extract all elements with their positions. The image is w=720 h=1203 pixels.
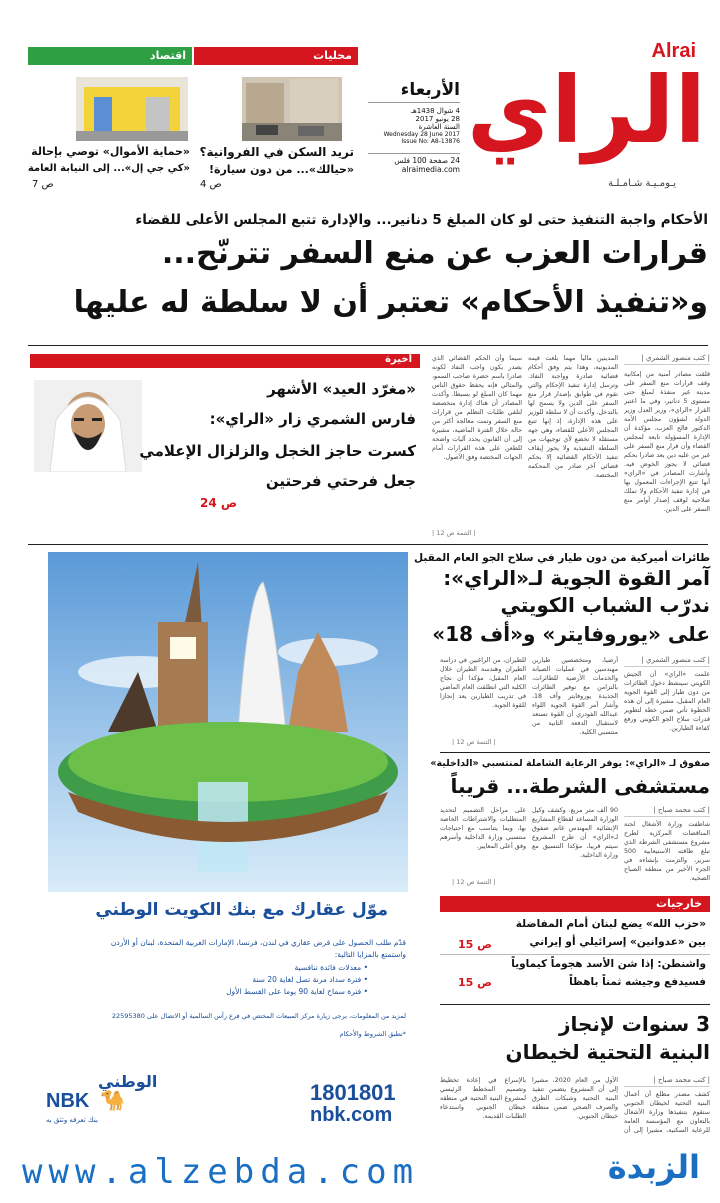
issue-number: Issue No: A8-13876: [401, 138, 460, 145]
ad-line-1: قدّم طلب الحصول على قرض عقاري في لندن، فرنسا، الإمارات العربية المتحدة، لبنان أو الأردن: [110, 938, 406, 947]
infra-headline-2[interactable]: البنية التحتية لخيطان: [505, 1040, 710, 1064]
aviation-headline-2[interactable]: ندرّب الشباب الكويتي: [500, 593, 710, 617]
date-english: Wednesday 28 June 2017: [383, 131, 460, 138]
police-byline: | كتب محمد صباح |: [624, 806, 710, 817]
lead-kicker: الأحكام واجبة التنفيذ حتى لو كان المبلغ 5 دنانير... والإدارة تتبع المجلس الأعلى للقضاء: [135, 212, 708, 228]
police-kicker: صفوق لـ «الراي»: يوفر الرعاية الشاملة لمنتسبي «الداخلية»: [430, 758, 710, 769]
infra-body-col-3: بالإسراع في إعادة تخطيط وتصميم المخطط الرئيسي لمشروع البنية التحتية في منطقة خيطان الجنوبي واستدعاء الطلبات القديمة.: [440, 1077, 526, 1120]
ad-headline: موّل عقارك مع بنك الكويت الوطني: [95, 900, 388, 920]
divider: [440, 752, 710, 753]
ad-phone[interactable]: 1801801: [310, 1080, 396, 1105]
lead-byline: | كتب منصور الشمري |: [624, 354, 710, 365]
infra-headline-1[interactable]: 3 سنوات لإنجاز: [558, 1012, 710, 1036]
lead-headline-1[interactable]: قرارات العزب عن منع السفر تترنّح...: [161, 236, 708, 271]
teaser-headline-1: «حماية الأموال» توصي بإحالة: [31, 145, 190, 158]
akhira-title-3: كسرت حاجز الخجل والزلزال الإعلامي: [139, 442, 416, 460]
aviation-byline: | كتب منصور الشمري |: [624, 656, 710, 667]
teaser-economy[interactable]: [28, 47, 192, 195]
logo-tagline: يـومـيـة شـامـلـة: [608, 178, 676, 189]
lead-body-col-3: سيما وأن الحكم القضائي الذي يصدر يكون واجب النفاذ لكونه صادرا باسم حضرة صاحب السمو، والمثالي فإنه يحفظ حقوق الناس مهما كان المبلغ لو بسيطا. وأكدت المصادر أن هناك إدارة متخصصة لتلقي طلبات التظلم من قرارات منع السفر وتمت معالجة أكثر من حالة خلال الفترة الماضية، مشيرة إلى أن القانون يحدد آليات واضحة للطعن على هذه القرارات أمام الجهات المختصة وفق الأصول.: [432, 355, 522, 461]
kharijiyat-item-1-page: ص 15: [458, 938, 492, 951]
footer-bar: [0, 1146, 720, 1203]
teaser-section-label: اقتصاد: [28, 47, 192, 65]
akhira-title-1: «مغرّد العيد» الأشهر: [267, 380, 416, 398]
police-continued[interactable]: | التتمة ص 12 |: [452, 878, 496, 886]
ad-bullet-3: • فترة سماح لغاية 90 يوما على القسط الأول: [226, 987, 368, 996]
aviation-body-col-2: أرضيا، ومتخصصين طيارين مهندسين في عمليات الصيانة والخدمات الأرضية للطائرات، بالتزامن مع توفير الطائرات الجديدة يوروفايتر وأف 18، وأشار آمر القوة الجوية اللواء عبدالله الفودري أن القوة تستعد لاستقبال الدفعة الثانية من منتسبي الكلية.: [532, 657, 618, 736]
akhira-title-2: فارس الشمري زار «الراي»:: [209, 410, 416, 428]
teaser-headline-1: تريد السكن في الفروانية؟: [199, 145, 354, 159]
police-headline[interactable]: مستشفى الشرطة... قريباً: [450, 774, 710, 798]
date-gregorian: 28 يونيو 2017: [415, 115, 460, 123]
akhira-page: ص 24: [200, 496, 238, 510]
teaser-page: ص 4: [200, 179, 222, 190]
aviation-body-col-1: علمت «الراي» أن الجيش الكويتي سينشط دخول الطائرات من دون طيار إلى القوة الجوية العام المقبل، مشيرة إلى أن هذه الخطوة تأتي ضمن خطة لتطوير قدرات سلاح الجو الكويتي ورفع كفاءة الطيارين.: [624, 671, 710, 732]
ad-bullet-2: • فترة سداد مرنة تصل لغاية 20 سنة: [252, 975, 368, 984]
divider: [28, 544, 708, 545]
divider: [440, 954, 710, 955]
aviation-body-col-3: للطيران، من الراغبين في دراسة الطيران وهندسة الطيران خلال العام المقبل، مؤكدا أن نجاح الكلية التي انطلقت العام الماضي في تدريب الطيارين يعد إنجازا للقوة الجوية.: [440, 657, 526, 709]
nbk-logo[interactable]: [42, 1072, 162, 1132]
infra-body-col-1: كشف مصدر مطلع أن أعمال البنية التحتية لخيطان الجنوبي ستقوم بتنفيذها وزارة الأشغال بالتعاون مع المؤسسة العامة للرعاية السكنية، مشيرا إلى أن: [624, 1091, 710, 1134]
kharijiyat-item-2-line-1[interactable]: واشنطن: إذا شن الأسد هجوماً كيماوياً: [511, 958, 706, 970]
lead-headline-2[interactable]: و«تنفيذ الأحكام» تعتبر أن لا سلطة له عليها: [73, 285, 708, 320]
ad-contact: لمزيد من المعلومات، يرجى زيارة مركز المبيعات المختص في فرع رأس السالمية أو الاتصال على 22595380: [111, 1012, 406, 1020]
ad-line-2: واستمتع بالمزايا التالية:: [334, 950, 406, 959]
teaser-page: ص 7: [32, 179, 54, 190]
divider: [28, 345, 708, 346]
lead-continued[interactable]: | التتمة ص 12 |: [432, 529, 476, 537]
divider: [440, 1004, 710, 1005]
nbk-advertisement[interactable]: [28, 552, 428, 1138]
infra-byline: | كتب محمد صباح |: [624, 1076, 710, 1087]
police-body-col-3: على مراحل التصميم لتحديد المتطلبات والاشتراطات الخاصة بها، وبما يتناسب مع احتياجات منتسبي وزارة الداخلية وأسرهم وفق أعلى المعايير.: [440, 807, 526, 850]
akhira-label: أخيرة: [30, 354, 420, 368]
police-body-col-2: 90 ألف متر مربع. وكشف وكيل الوزارة المساعد لقطاع المشاريع الإنشائية المهندس غانم صفوق لـ«الراي» أن طرح المشروع سيتم قريبا، مؤكدا التنسيق مع وزارة الداخلية.: [532, 807, 618, 859]
date-hijri: 4 شوال 1438هـ: [410, 107, 460, 115]
aviation-continued[interactable]: | التتمة ص 12 |: [452, 738, 496, 746]
nbk-brand-ar: الوطني: [98, 1072, 158, 1091]
logo-ar: الراي: [466, 57, 706, 164]
nbk-slogan: بنك تعرفه وتثق به: [46, 1116, 98, 1124]
kharijiyat-item-1-line-1[interactable]: «حزب الله» يضع لبنان أمام المفاضلة: [515, 918, 706, 930]
akhira-box[interactable]: [30, 354, 420, 532]
date-box: [368, 80, 460, 174]
teaser-headline-2: «كي جي إل»... إلى النيابة العامة: [27, 163, 190, 174]
masthead: [0, 0, 720, 205]
website-link[interactable]: alraimedia.com: [401, 165, 460, 174]
ad-bullet-1: • معدلات فائدة تنافسية: [294, 963, 368, 972]
teaser-local[interactable]: [194, 47, 358, 195]
year-line: السنة العاشرة: [418, 123, 460, 131]
footer-logo[interactable]: الزبدة: [607, 1148, 700, 1186]
aviation-headline-1[interactable]: آمر القوة الجوية لـ«الراي»:: [443, 566, 710, 590]
ad-terms: *تطبق الشروط والأحكام: [339, 1030, 406, 1038]
kharijiyat-item-2-page: ص 15: [458, 976, 492, 989]
aviation-kicker: طائرات أميركية من دون طيار في سلاح الجو العام المقبل: [414, 552, 710, 564]
infra-body-col-2: الأول من العام 2020، مشيرا إلى أن المشروع يتضمن تنفيذ البنية التحتية وشبكات الطرق والصرف الصحي ضمن منطقة خيطان الجنوبي.: [532, 1077, 618, 1120]
kharijiyat-item-1-line-2[interactable]: بين «عدوانين» إسرائيلي أو إيراني: [529, 936, 706, 948]
lead-body-col-2: المدينين مالياً مهما بلغت قيمة المديونية، وهذا يتم وفق أحكام قضائية صادرة وواجبة النفاذ. وترسل إدارة تنفيذ الإحكام والتي تقوم في طوابق بإصدار قرار منع السفر على الدين ولا يسمح لها بالتدخل. وأكدت أن لا سلطة للوزير على هذه الإدارة، إذ إنها تتبع المجلس الأعلى للقضاء، وهي جهة مستقلة لا تخضع لأي توجيهات من السلطة التنفيذية ولا يجوز إيقاف تنفيذ الأحكام القضائية إلا بحكم قضائي آخر صادر من المحكمة المختصة.: [528, 355, 618, 479]
lead-body-col-1: قلقت مصادر أمنية من إمكانية وقف قرارات منع السفر على مدينة غير منفذة لمبلغ حتى مستوى 5 دنانير، وفي ما اعتبر القرار «الراي»، وزير العدل وزير الدولة لشؤون مجلس الأمة الدكتور فالح العزب، مؤكدة أن الإدارة المسؤولة تابعة لمجلس القضاء وأن قرار منع السفر على غير من عليه دين يعد صادرا بحكم قضائي لا يجوز الخوض فيه. وأشارت المصادر في «الراي» أنها تتبع الإجراءات المعمول بها في إدارة تنفيذ الأحكام ولا تملك صلاحية لوقف إصدار أوامر منع السفر على الدين.: [624, 371, 710, 513]
aviation-headline-3[interactable]: على «يوروفايتر» و«أف 18»: [432, 622, 710, 646]
police-body-col-1: شاطفت وزارة الأشغال لجنة المناقصات المركزية لطرح مشروع مستشفى الشرطة الذي تبلغ طاقته الاستيعابية 500 سرير، والتزمت بإنشاءه في الجزء الأخير من منطقة الصباح الصحية.: [624, 821, 710, 882]
ad-web[interactable]: nbk.com: [310, 1104, 393, 1126]
kharijiyat-label: خارجيات: [440, 896, 710, 912]
camel-icon: 🐪: [100, 1088, 125, 1112]
teaser-photo-building: [76, 77, 188, 141]
kharijiyat-item-2-line-2[interactable]: فسيدفع وجيشه ثمناً باهظاً: [569, 976, 706, 988]
footer-url[interactable]: www.alzebda.com: [22, 1152, 420, 1192]
price: 24 صفحة 100 فلس: [368, 153, 460, 165]
logo-en: Alrai: [651, 40, 696, 62]
day-name: الأربعاء: [368, 80, 460, 103]
teaser-section-label: محليات: [194, 47, 358, 65]
kharijiyat-box: [440, 896, 710, 996]
masthead-logo[interactable]: [466, 30, 706, 200]
akhira-title-4: جعل فرحتي فرحتين: [265, 472, 416, 490]
ad-illustration: [48, 552, 408, 892]
nbk-brand-en: NBK: [46, 1090, 90, 1112]
teaser-photo-buildings: [242, 77, 342, 141]
akhira-portrait: [34, 380, 142, 472]
teaser-headline-2: «حيالك»... من دون سيارة!: [208, 163, 354, 176]
